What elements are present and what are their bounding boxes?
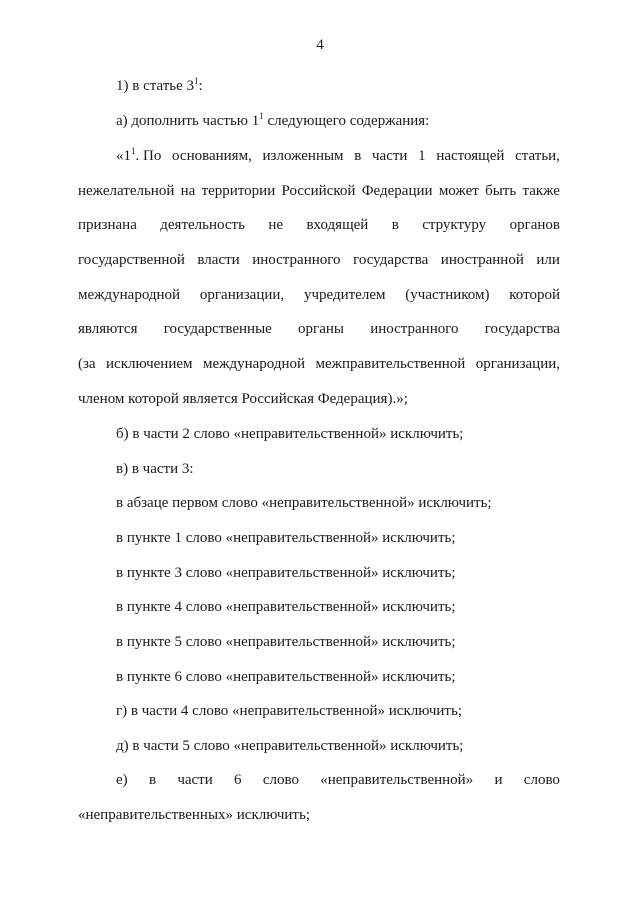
- item-1-prefix: 1) в статье 3: [116, 78, 195, 94]
- quote-word: (за: [78, 356, 96, 372]
- quote-word: 1: [418, 148, 426, 164]
- sub-e-word: части: [177, 772, 213, 788]
- sub-e-word: слово: [262, 772, 299, 788]
- v-item-point-3: в пункте 3 слово «неправительственной» исключить;: [116, 565, 456, 581]
- sub-e-word: в: [148, 772, 157, 788]
- quote-word: власти: [197, 252, 240, 268]
- quote-word: исключением: [106, 356, 193, 372]
- quote-word: статьи,: [515, 148, 560, 164]
- quote-word: нежелательной: [78, 183, 175, 199]
- quote-line-7: [78, 355, 560, 373]
- quote-word: которой: [509, 287, 560, 303]
- quote-word: государственной: [78, 252, 185, 268]
- sub-a-suffix: следующего содержания:: [263, 113, 430, 129]
- quote-word: (участником): [405, 287, 490, 303]
- sub-e-word: и: [494, 772, 503, 788]
- quote-line-2: [78, 182, 560, 200]
- quote-word: в: [354, 148, 362, 164]
- quote-word: не: [268, 217, 284, 233]
- quote-word: признана: [78, 217, 137, 233]
- quote-word: на: [180, 183, 196, 199]
- quote-word: Российской: [281, 183, 356, 199]
- quote-word: организации,: [475, 356, 560, 372]
- quote-word: международной: [202, 356, 306, 372]
- v-item-point-5: в пункте 5 слово «неправительственной» исключить;: [116, 634, 456, 650]
- quote-word: иностранного: [370, 321, 459, 337]
- quote-word: иностранной: [440, 252, 524, 268]
- quote-word: органов: [509, 217, 560, 233]
- quote-word: являются: [78, 321, 138, 337]
- quote-word: основаниям,: [172, 148, 252, 164]
- quote-word: территории: [201, 183, 276, 199]
- sub-a-sup: 1: [259, 111, 264, 121]
- v-item-point-6: в пункте 6 слово «неправительственной» исключить;: [116, 669, 456, 685]
- sub-a-prefix: а) дополнить частью 1: [116, 113, 260, 129]
- quote-word: настоящей: [436, 148, 505, 164]
- quote-word: деятельность: [160, 217, 245, 233]
- quote-line-1: [116, 147, 560, 166]
- quote-word: также: [522, 183, 560, 199]
- sub-item-e-line-1: [116, 771, 560, 789]
- sub-e-word: «неправительственной»: [320, 772, 474, 788]
- item-1-suffix: :: [198, 78, 203, 94]
- quote-word: части: [372, 148, 408, 164]
- quote-line-8: членом которой является Российская Федерация).»;: [78, 391, 408, 407]
- quote-word: изложенным: [262, 148, 344, 164]
- quote-word: Федерации: [361, 183, 433, 199]
- sub-item-g: г) в части 4 слово «неправительственной» исключить;: [116, 703, 462, 719]
- quote-line-1-first: «$1^1$. По: [116, 146, 162, 164]
- quote-line-6: [78, 320, 560, 338]
- v-item-point-1: в пункте 1 слово «неправительственной» исключить;: [116, 530, 456, 546]
- sub-e-word: е): [116, 772, 128, 788]
- sub-item-d: д) в части 5 слово «неправительственной» исключить;: [116, 738, 464, 754]
- quote-line-3: [78, 216, 560, 234]
- quote-word: межправительственной: [315, 356, 466, 372]
- sub-item-v: в) в части 3:: [116, 461, 194, 477]
- item-1-heading: [116, 77, 203, 96]
- quote-word: быть: [485, 183, 517, 199]
- quote-word: международной: [78, 287, 181, 303]
- quote-word: может: [438, 183, 479, 199]
- item-1-sup: 1: [194, 76, 199, 86]
- page-number: 4: [316, 37, 324, 53]
- quote-word: учредителем: [303, 287, 386, 303]
- sub-e-word: слово: [523, 772, 560, 788]
- quote-word: или: [536, 252, 560, 268]
- sub-item-a: [116, 112, 429, 131]
- quote-line-5: [78, 286, 560, 304]
- sub-item-e-line-2: «неправительственных» исключить;: [78, 807, 310, 823]
- quote-word: структуру: [422, 217, 487, 233]
- quote-word: государственные: [163, 321, 272, 337]
- quote-word: в: [391, 217, 399, 233]
- quote-word: организации,: [199, 287, 285, 303]
- quote-line-4: [78, 251, 560, 269]
- sub-item-b: б) в части 2 слово «неправительственной» исключить;: [116, 426, 464, 442]
- quote-word: входящей: [306, 217, 369, 233]
- quote-word: иностранного: [252, 252, 341, 268]
- quote-word: органы: [298, 321, 344, 337]
- v-item-paragraph-1: в абзаце первом слово «неправительственной» исключить;: [116, 495, 492, 511]
- quote-word: государства: [484, 321, 560, 337]
- v-item-point-4: в пункте 4 слово «неправительственной» исключить;: [116, 599, 456, 615]
- sub-e-word: 6: [234, 772, 242, 788]
- quote-word: государства: [353, 252, 429, 268]
